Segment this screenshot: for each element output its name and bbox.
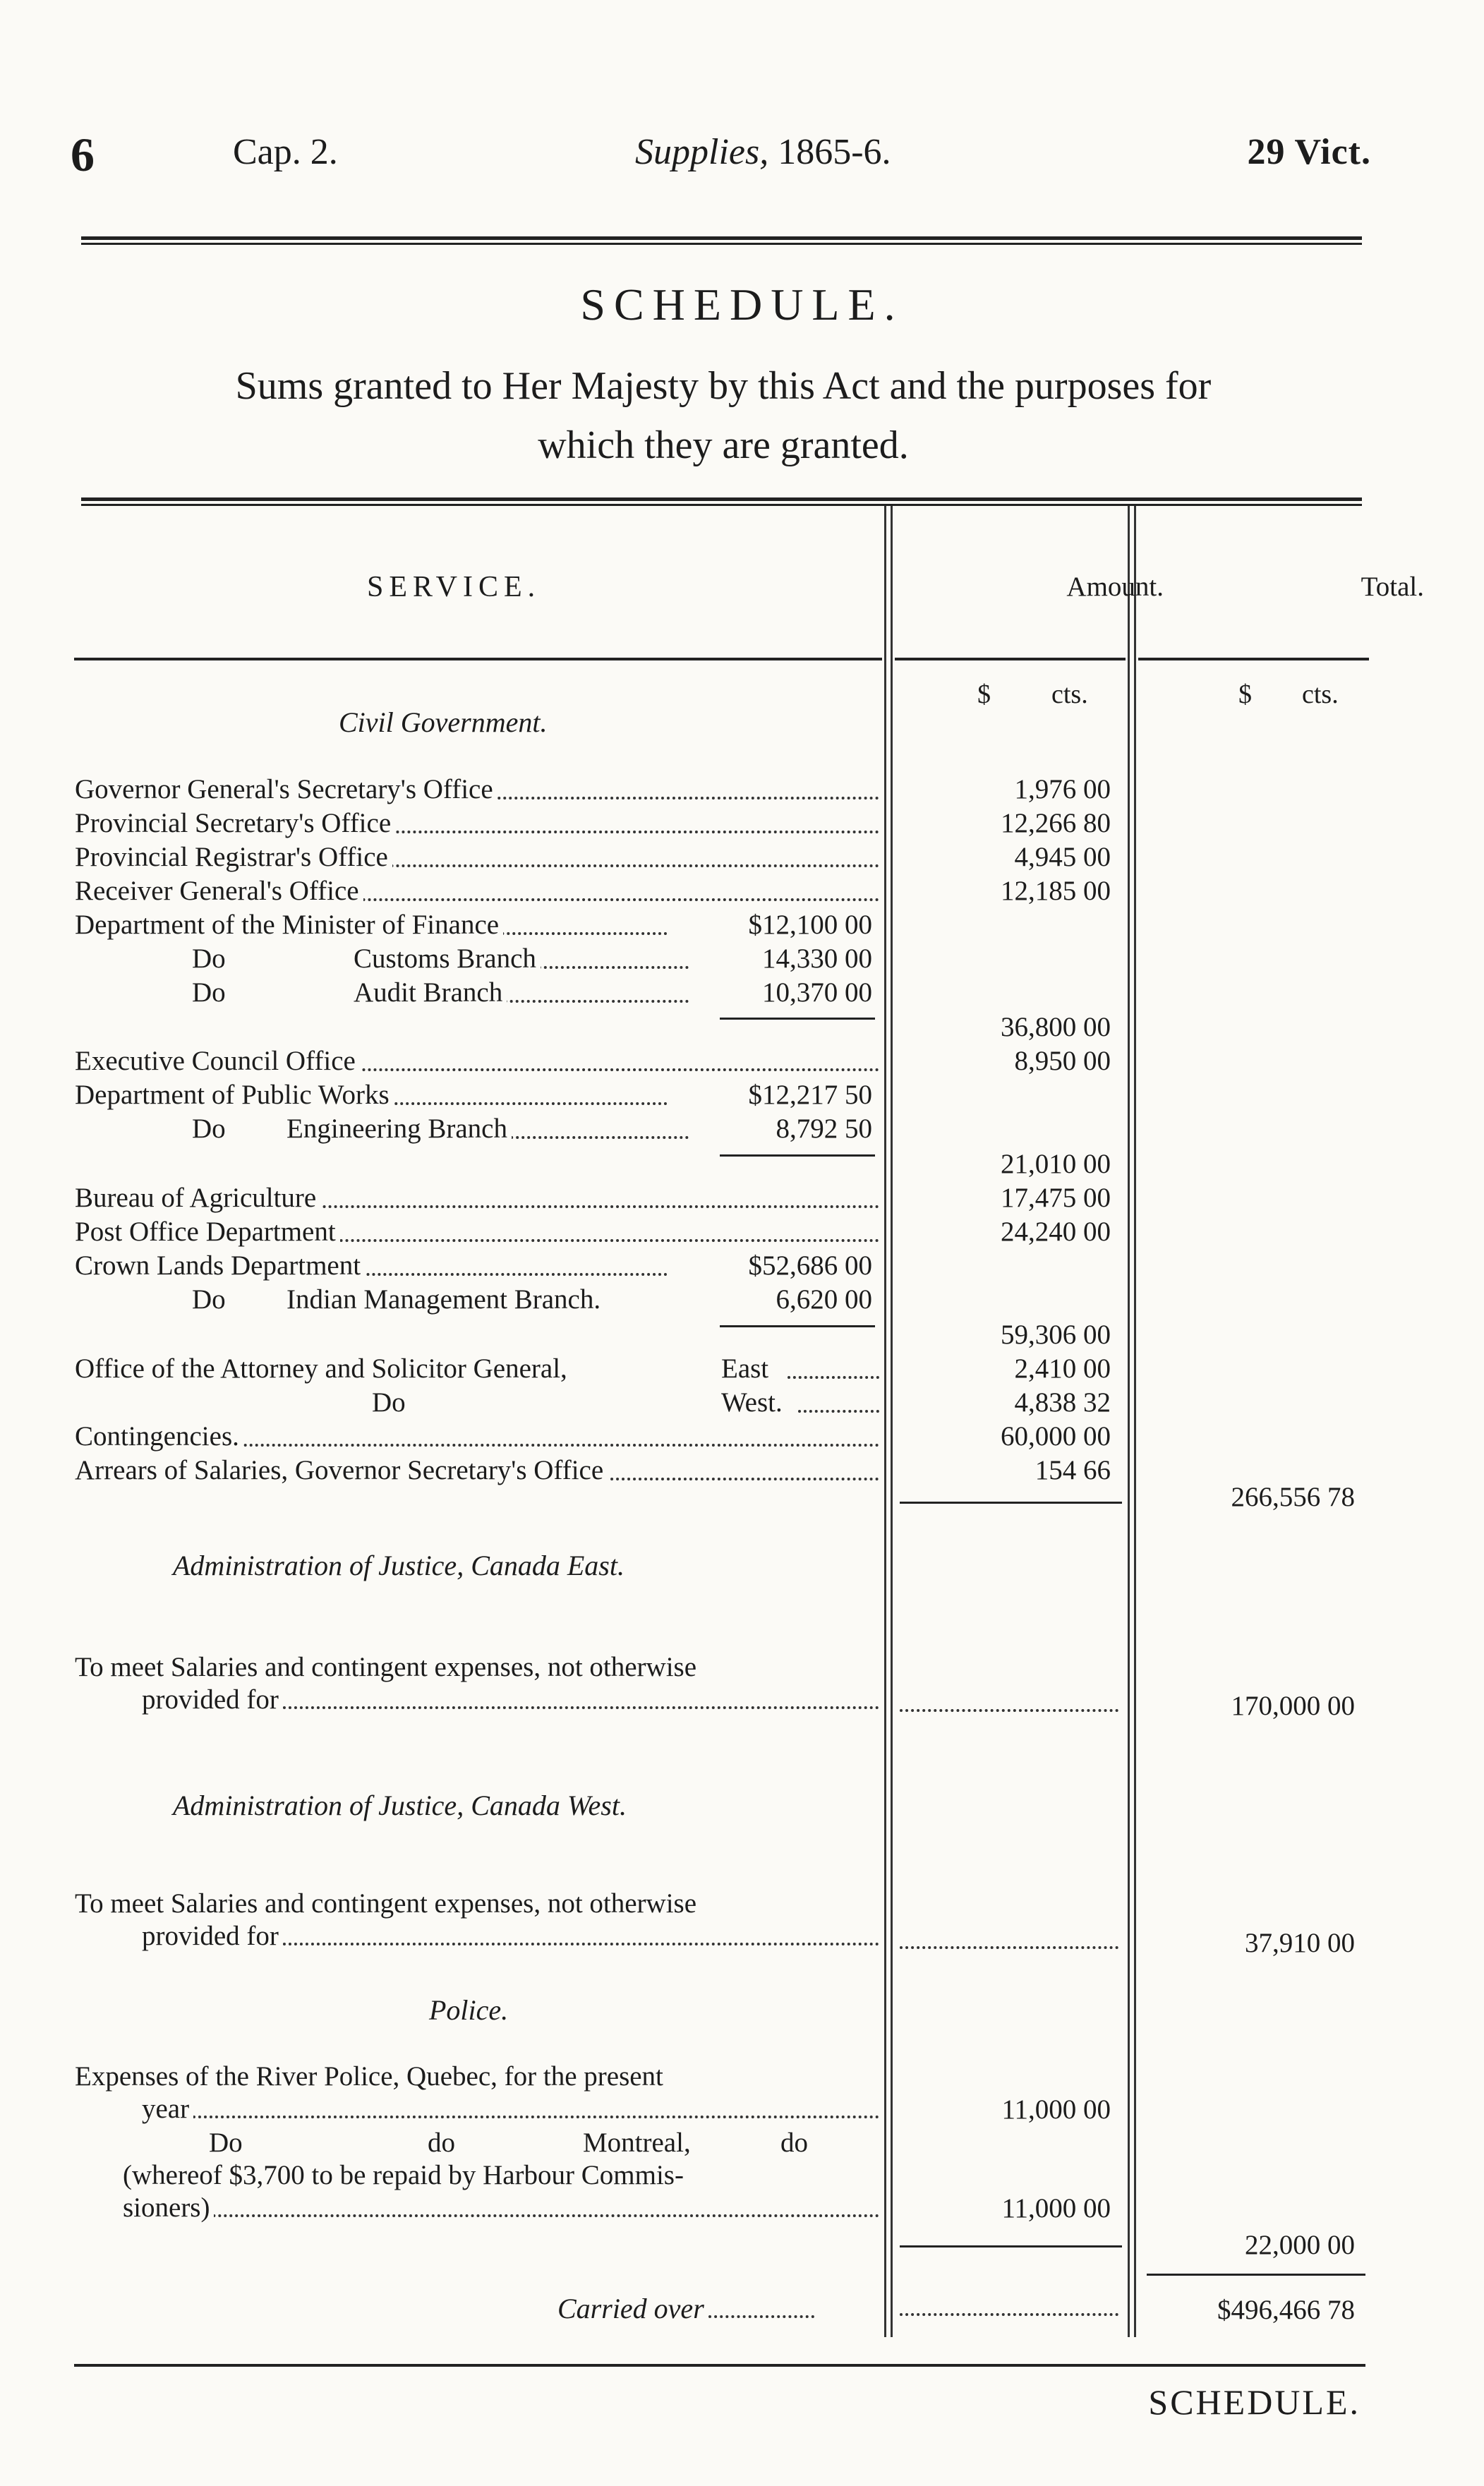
police-montreal-text <box>75 2127 879 2224</box>
row-amount: 4,945 00 <box>1014 842 1111 872</box>
row-label: Customs Branch <box>354 942 541 976</box>
row-amount: 12,185 00 <box>1001 876 1111 906</box>
row-amount: 21,010 00 <box>1001 1149 1111 1179</box>
table-row <box>75 1454 879 1488</box>
justice-east-line-2: provided for <box>142 1684 283 1716</box>
section-total: 37,910 00 <box>1245 1928 1355 1958</box>
row-amount: 24,240 00 <box>1001 1217 1111 1247</box>
total-rule <box>1147 2274 1365 2276</box>
amount-dollar-unit: $ <box>977 680 991 709</box>
header-rule-total <box>1138 658 1369 660</box>
row-label: Post Office Department <box>75 1215 340 1249</box>
row-ditto: do <box>780 2128 808 2158</box>
table-row <box>75 840 879 874</box>
total-column-header: Total. <box>1361 572 1424 602</box>
table-row <box>75 942 879 976</box>
running-head <box>71 127 1371 183</box>
row-region: East <box>717 1352 773 1386</box>
row-label: Audit Branch <box>354 976 507 1010</box>
row-label: Contingencies. <box>75 1420 243 1454</box>
schedule-title: SCHEDULE. <box>580 279 904 330</box>
table-row <box>75 1078 879 1112</box>
row-label: Engineering Branch <box>286 1112 512 1146</box>
table-row <box>75 773 879 807</box>
row-label: Bureau of Agriculture <box>75 1181 320 1215</box>
page-number: 6 <box>71 128 95 181</box>
amount-leader-dots <box>900 1709 1118 1712</box>
total-rule <box>900 1502 1122 1504</box>
table-row <box>75 874 879 908</box>
row-amount: 154 66 <box>1034 1455 1111 1485</box>
carried-over-label <box>557 2292 814 2325</box>
justice-east-line-1: To meet Salaries and contingent expenses, not otherwise <box>75 1652 697 1682</box>
running-title <box>635 131 891 173</box>
subtotal-rule <box>720 1325 875 1327</box>
table-top-rule <box>81 497 1362 506</box>
row-amount: 59,306 00 <box>1001 1320 1111 1350</box>
table-row <box>75 1249 879 1283</box>
table-row <box>75 976 879 1010</box>
column-separator <box>1128 506 1130 2337</box>
row-sub-amount: 14,330 00 <box>756 942 872 976</box>
row-label: Provincial Secretary's Office <box>75 807 395 840</box>
police-quebec-text <box>75 2060 879 2125</box>
total-cents-unit: cts. <box>1302 680 1339 709</box>
row-amount: 12,266 80 <box>1001 808 1111 838</box>
carried-over-text: Carried over <box>557 2293 704 2324</box>
row-sub-amount: $12,217 50 <box>743 1078 873 1112</box>
row-city: Montreal, <box>583 2128 691 2158</box>
section-total: 22,000 00 <box>1245 2230 1355 2260</box>
running-title-italic: Supplies, <box>635 132 769 172</box>
row-region: West. <box>717 1386 787 1420</box>
row-ditto: Do <box>209 2128 243 2158</box>
column-separator <box>1134 506 1136 2337</box>
justice-east-text <box>75 1651 879 1716</box>
amount-cents-unit: cts. <box>1051 680 1088 709</box>
table-row <box>75 1044 879 1078</box>
table-row <box>75 1352 879 1386</box>
row-ditto: do <box>428 2128 455 2158</box>
carried-over-total: $496,466 78 <box>1217 2295 1355 2325</box>
header-rule-service <box>74 658 882 660</box>
chapter-label: Cap. 2. <box>233 132 338 172</box>
row-amount: 17,475 00 <box>1001 1183 1111 1213</box>
column-separator <box>884 506 886 2337</box>
row-ditto: Do <box>188 976 230 1010</box>
police-montreal-line-3-wrap <box>75 2192 879 2224</box>
table-row <box>75 1181 879 1215</box>
table-row <box>75 1112 879 1146</box>
total-rule <box>900 2245 1122 2247</box>
justice-west-line-2: provided for <box>142 1920 283 1953</box>
running-title-years: 1865-6. <box>768 132 891 172</box>
justice-west-line-1: To meet Salaries and contingent expenses, not otherwise <box>75 1888 697 1919</box>
subtotal-rule <box>720 1018 875 1020</box>
total-dollar-unit: $ <box>1238 680 1252 709</box>
row-amount: 2,410 00 <box>1014 1353 1111 1384</box>
row-label: Receiver General's Office <box>75 874 363 908</box>
header-rule-amount <box>895 658 1126 660</box>
row-ditto: Do <box>188 1283 230 1317</box>
section-total: 170,000 00 <box>1231 1691 1355 1721</box>
row-amount: 60,000 00 <box>1001 1421 1111 1452</box>
section-heading-police: Police. <box>429 1994 509 2026</box>
row-label: Crown Lands Department <box>75 1249 365 1283</box>
amount-column-header: Amount. <box>1066 572 1164 602</box>
row-label: Department of the Minister of Finance <box>75 908 503 942</box>
header-rule <box>81 236 1362 245</box>
row-amount: 11,000 00 <box>1001 2094 1111 2125</box>
catchword: SCHEDULE. <box>1148 2382 1361 2422</box>
subtotal-rule <box>720 1154 875 1157</box>
section-total: 266,556 78 <box>1231 1482 1355 1512</box>
justice-west-line-2-wrap <box>75 1920 879 1953</box>
regnal-year: 29 Vict. <box>1247 132 1371 172</box>
row-sub-amount: 10,370 00 <box>756 976 872 1010</box>
table-row <box>75 1215 879 1249</box>
table-row <box>75 1386 879 1420</box>
schedule-subtitle-line-2: which they are granted. <box>538 423 909 467</box>
row-amount: 11,000 00 <box>1001 2193 1111 2223</box>
row-sub-amount: $12,100 00 <box>743 908 873 942</box>
police-quebec-line-1: Expenses of the River Police, Quebec, for the present <box>75 2061 663 2092</box>
table-row <box>75 807 879 840</box>
section-heading-justice-east: Administration of Justice, Canada East. <box>173 1550 625 1581</box>
column-separator <box>891 506 893 2337</box>
police-quebec-line-2: year <box>142 2093 193 2125</box>
row-amount: 8,950 00 <box>1014 1046 1111 1076</box>
police-montreal-line-3: sioners) <box>123 2192 214 2224</box>
row-label: Indian Management Branch. <box>286 1283 605 1317</box>
amount-leader-dots <box>900 2313 1118 2316</box>
row-sub-amount: 8,792 50 <box>771 1112 873 1146</box>
police-montreal-line-2: (whereof $3,700 to be repaid by Harbour Commis- <box>123 2160 684 2190</box>
row-amount: 36,800 00 <box>1001 1012 1111 1042</box>
section-heading-justice-west: Administration of Justice, Canada West. <box>173 1790 627 1821</box>
table-bottom-rule <box>74 2364 1365 2367</box>
row-amount: 1,976 00 <box>1014 774 1111 804</box>
table-row <box>75 908 879 942</box>
row-ditto: Do <box>188 1112 230 1146</box>
row-ditto: Do <box>368 1386 410 1420</box>
row-sub-amount: $52,686 00 <box>743 1249 873 1283</box>
service-column-header: SERVICE. <box>367 571 541 603</box>
justice-east-line-2-wrap <box>75 1684 879 1716</box>
police-montreal-line-1 <box>75 2127 879 2159</box>
justice-west-text <box>75 1888 879 1953</box>
row-sub-amount: 6,620 00 <box>771 1283 873 1317</box>
table-row <box>75 1283 879 1317</box>
row-label: Executive Council Office <box>75 1044 360 1078</box>
row-amount: 4,838 32 <box>1014 1387 1111 1418</box>
row-label: Provincial Registrar's Office <box>75 840 392 874</box>
schedule-subtitle-line-1: Sums granted to Her Majesty by this Act and the purposes for <box>235 364 1212 408</box>
row-label: Arrears of Salaries, Governor Secretary's Office <box>75 1454 608 1488</box>
row-label: Governor General's Secretary's Office <box>75 773 497 807</box>
row-label: Office of the Attorney and Solicitor General, <box>75 1352 572 1386</box>
row-ditto: Do <box>188 942 230 976</box>
section-heading-civil-government: Civil Government. <box>339 706 548 738</box>
row-label: Department of Public Works <box>75 1078 394 1112</box>
table-row <box>75 1420 879 1454</box>
schedule-subtitle <box>71 356 1376 475</box>
police-quebec-line-2-wrap <box>75 2093 879 2125</box>
amount-leader-dots <box>900 1946 1118 1949</box>
